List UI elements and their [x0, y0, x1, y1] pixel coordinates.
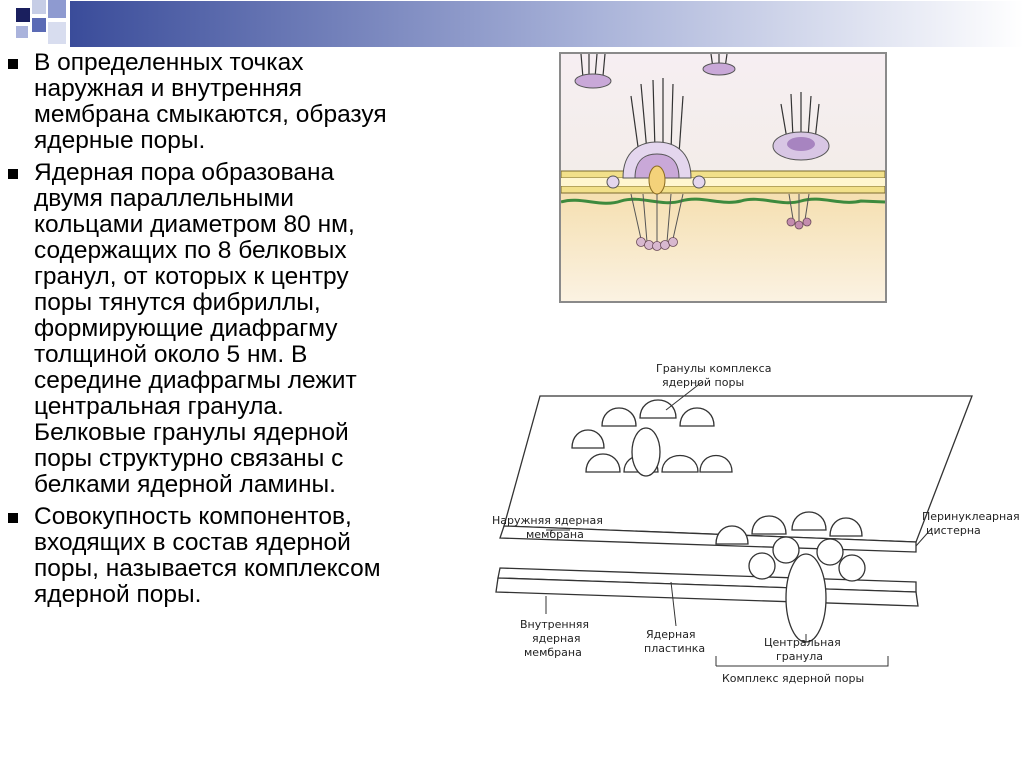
label-outer-line2: мембрана — [526, 528, 584, 541]
nuclear-pore-illustration — [559, 52, 887, 303]
bullet-square-icon — [8, 513, 18, 523]
bullet-list — [0, 50, 450, 610]
label-granules-line1: Гранулы комплекса — [656, 362, 772, 375]
label-inner-line2: ядерная — [532, 632, 581, 645]
label-lamina-line1: Ядерная — [646, 628, 696, 641]
label-perinuclear-line2: цистерна — [926, 524, 981, 537]
label-perinuclear-line1: Перинуклеарная — [922, 510, 1020, 523]
bullet-square-icon — [8, 169, 18, 179]
header-gradient-bar — [70, 1, 1024, 47]
bullet-text: Совокупность компонентов, входящих в состав ядерной поры, называется комплексом ядерной поры. — [34, 503, 381, 608]
label-central-line1: Центральная — [764, 636, 841, 649]
label-granules-line2: ядерной поры — [662, 376, 745, 389]
label-inner-line1: Внутренняя — [520, 618, 590, 631]
header-square-dark — [16, 8, 30, 22]
bullet-item — [0, 50, 450, 154]
bullet-text: Ядерная пора образована двумя параллельными кольцами диаметром 80 нм, содержащих по 8 белковых гранул, от которых к центру поры тянутся фибриллы, формирующие диафрагму толщиной около 5 нм. В середине диафрагмы лежит центральная гранула. Белковые гранулы ядерной поры структурно связаны с белками ядерной ламины. — [34, 159, 357, 498]
bullet-item — [0, 504, 450, 608]
bullet-square-icon — [8, 59, 18, 69]
label-inner-line3: мембрана — [524, 646, 582, 659]
label-complex: Комплекс ядерной поры — [722, 672, 865, 685]
bullet-item — [0, 160, 450, 498]
pore-complex-diagram — [486, 360, 1024, 690]
label-lamina-line2: пластинка — [644, 642, 706, 655]
label-central-line2: гранула — [776, 650, 823, 663]
nuclear-pore-drawing — [561, 54, 885, 301]
label-outer-line1: Наружняя ядерная — [492, 514, 603, 527]
header-decoration — [0, 0, 1024, 50]
bullet-text: В определенных точках наружная и внутренняя мембрана смыкаются, образуя ядерные поры. — [34, 49, 387, 154]
